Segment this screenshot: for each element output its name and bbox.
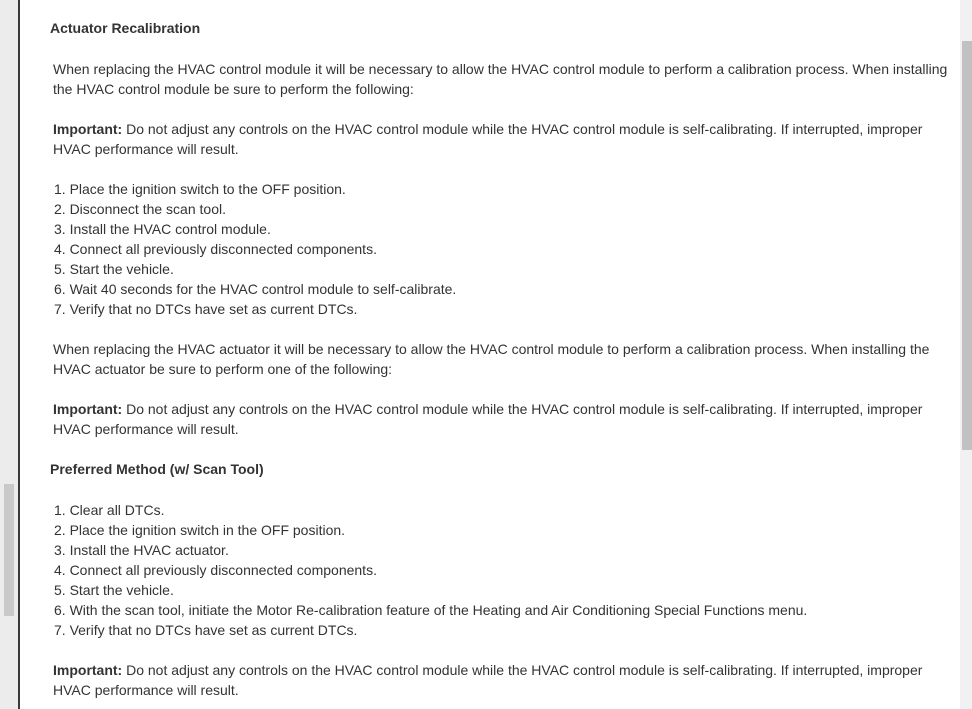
list-item: 7. Verify that no DTCs have set as current DTCs. bbox=[54, 622, 358, 638]
list-item: 5. Start the vehicle. bbox=[54, 582, 174, 598]
list-item: 4. Connect all previously disconnected components. bbox=[54, 241, 377, 257]
list-item: 2. Place the ignition switch in the OFF position. bbox=[54, 522, 346, 538]
important-label: Important: bbox=[53, 662, 123, 678]
document-scrollbar[interactable] bbox=[960, 0, 972, 709]
important-note-3 bbox=[50, 660, 950, 700]
preferred-method-title: Preferred Method (w/ Scan Tool) bbox=[50, 461, 264, 477]
list-item: 7. Verify that no DTCs have set as current DTCs. bbox=[54, 301, 358, 317]
left-panel-scrollbar[interactable] bbox=[0, 0, 18, 709]
important-label: Important: bbox=[53, 121, 123, 137]
list-item: 6. With the scan tool, initiate the Motor Re-calibration feature of the Heating and Air Conditioning Special Functions menu. bbox=[54, 602, 808, 618]
module-intro-paragraph: When replacing the HVAC control module it will be necessary to allow the HVAC control module to perform a calibration process. When installing the HVAC control module be sure to perform the following: bbox=[53, 61, 948, 97]
document-scrollbar-thumb[interactable] bbox=[962, 41, 972, 450]
actuator-intro-paragraph: When replacing the HVAC actuator it will be necessary to allow the HVAC control module to perform a calibration process. When installing the HVAC actuator be sure to perform one of the following: bbox=[53, 341, 930, 377]
important-note-2 bbox=[50, 399, 950, 439]
module-steps-list bbox=[50, 179, 950, 319]
actuator-steps-list bbox=[50, 500, 950, 640]
important-text: Do not adjust any controls on the HVAC control module while the HVAC control module is self-calibrating. If interrupted, improper HVAC performance will result. bbox=[53, 662, 923, 698]
list-item: 2. Disconnect the scan tool. bbox=[54, 201, 226, 217]
list-item: 3. Install the HVAC actuator. bbox=[54, 542, 229, 558]
list-item: 6. Wait 40 seconds for the HVAC control module to self-calibrate. bbox=[54, 281, 457, 297]
list-item: 1. Place the ignition switch to the OFF position. bbox=[54, 181, 346, 197]
list-item: 5. Start the vehicle. bbox=[54, 261, 174, 277]
list-item: 4. Connect all previously disconnected components. bbox=[54, 562, 377, 578]
list-item: 3. Install the HVAC control module. bbox=[54, 221, 271, 237]
important-note-1 bbox=[50, 119, 950, 159]
important-text: Do not adjust any controls on the HVAC control module while the HVAC control module is self-calibrating. If interrupted, improper HVAC performance will result. bbox=[53, 121, 923, 157]
left-scrollbar-thumb[interactable] bbox=[4, 484, 14, 616]
document-panel bbox=[20, 0, 960, 709]
important-text: Do not adjust any controls on the HVAC control module while the HVAC control module is self-calibrating. If interrupted, improper HVAC performance will result. bbox=[53, 401, 923, 437]
section-title: Actuator Recalibration bbox=[50, 20, 201, 36]
important-label: Important: bbox=[53, 401, 123, 417]
document-content bbox=[50, 18, 950, 700]
list-item: 1. Clear all DTCs. bbox=[54, 502, 165, 518]
